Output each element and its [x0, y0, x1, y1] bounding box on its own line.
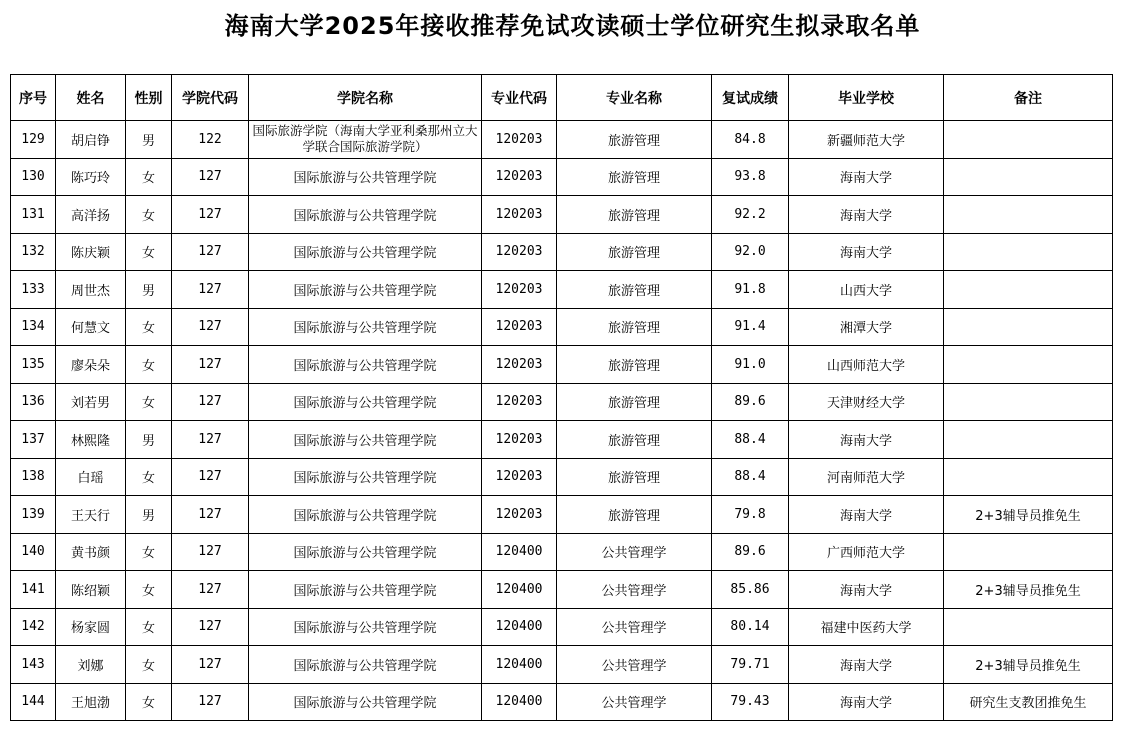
cell-seq: 137 — [11, 421, 56, 459]
cell-score: 92.0 — [712, 233, 789, 271]
page-title: 海南大学2025年接收推荐免试攻读硕士学位研究生拟录取名单 — [224, 12, 921, 40]
cell-school: 广西师范大学 — [789, 533, 944, 571]
cell-seq: 142 — [11, 608, 56, 646]
cell-remark — [944, 421, 1113, 459]
table-row — [11, 533, 1113, 571]
cell-college-name: 国际旅游与公共管理学院 — [249, 196, 482, 234]
cell-seq: 133 — [11, 271, 56, 309]
cell-seq: 141 — [11, 571, 56, 609]
cell-school: 河南师范大学 — [789, 458, 944, 496]
cell-name: 王旭渤 — [56, 683, 126, 721]
cell-major-name: 旅游管理 — [557, 496, 712, 534]
cell-college-name: 国际旅游与公共管理学院 — [249, 683, 482, 721]
cell-gender: 男 — [126, 421, 172, 459]
cell-remark — [944, 158, 1113, 196]
cell-college-code: 122 — [172, 121, 249, 159]
cell-college-code: 127 — [172, 646, 249, 684]
cell-name: 刘若男 — [56, 383, 126, 421]
column-header-seq: 序号 — [11, 75, 56, 121]
cell-gender: 女 — [126, 346, 172, 384]
table-row — [11, 608, 1113, 646]
cell-college-code: 127 — [172, 683, 249, 721]
cell-school: 海南大学 — [789, 683, 944, 721]
cell-remark: 2+3辅导员推免生 — [944, 646, 1113, 684]
cell-gender: 女 — [126, 533, 172, 571]
cell-gender: 女 — [126, 458, 172, 496]
cell-college-name: 国际旅游与公共管理学院 — [249, 271, 482, 309]
column-header-name: 姓名 — [56, 75, 126, 121]
cell-remark — [944, 121, 1113, 159]
cell-gender: 女 — [126, 383, 172, 421]
cell-major-name: 旅游管理 — [557, 121, 712, 159]
cell-seq: 131 — [11, 196, 56, 234]
table-row — [11, 421, 1113, 459]
cell-score: 91.0 — [712, 346, 789, 384]
table-row — [11, 646, 1113, 684]
cell-major-code: 120203 — [482, 158, 557, 196]
cell-major-name: 旅游管理 — [557, 158, 712, 196]
cell-college-code: 127 — [172, 496, 249, 534]
cell-score: 93.8 — [712, 158, 789, 196]
cell-school: 山西大学 — [789, 271, 944, 309]
cell-remark — [944, 308, 1113, 346]
cell-name: 陈庆颖 — [56, 233, 126, 271]
cell-major-code: 120203 — [482, 308, 557, 346]
cell-major-code: 120203 — [482, 383, 557, 421]
cell-college-code: 127 — [172, 308, 249, 346]
cell-score: 79.43 — [712, 683, 789, 721]
cell-major-name: 公共管理学 — [557, 683, 712, 721]
cell-major-name: 旅游管理 — [557, 233, 712, 271]
cell-name: 王天行 — [56, 496, 126, 534]
cell-school: 海南大学 — [789, 233, 944, 271]
cell-major-code: 120203 — [482, 346, 557, 384]
cell-gender: 女 — [126, 608, 172, 646]
cell-major-code: 120203 — [482, 233, 557, 271]
cell-college-code: 127 — [172, 196, 249, 234]
column-header-college-code: 学院代码 — [172, 75, 249, 121]
cell-college-name: 国际旅游与公共管理学院 — [249, 571, 482, 609]
cell-name: 陈巧玲 — [56, 158, 126, 196]
cell-remark — [944, 271, 1113, 309]
cell-remark — [944, 196, 1113, 234]
column-header-gender: 性别 — [126, 75, 172, 121]
cell-major-name: 旅游管理 — [557, 383, 712, 421]
cell-college-code: 127 — [172, 533, 249, 571]
cell-college-name: 国际旅游与公共管理学院 — [249, 646, 482, 684]
table-row — [11, 308, 1113, 346]
cell-school: 海南大学 — [789, 158, 944, 196]
cell-seq: 139 — [11, 496, 56, 534]
cell-score: 89.6 — [712, 383, 789, 421]
table-row — [11, 196, 1113, 234]
cell-major-name: 旅游管理 — [557, 458, 712, 496]
cell-seq: 143 — [11, 646, 56, 684]
cell-gender: 男 — [126, 271, 172, 309]
cell-major-code: 120203 — [482, 421, 557, 459]
cell-name: 周世杰 — [56, 271, 126, 309]
cell-college-name: 国际旅游与公共管理学院 — [249, 458, 482, 496]
cell-major-name: 旅游管理 — [557, 421, 712, 459]
cell-school: 福建中医药大学 — [789, 608, 944, 646]
cell-name: 杨家圆 — [56, 608, 126, 646]
column-header-major-code: 专业代码 — [482, 75, 557, 121]
table-row — [11, 383, 1113, 421]
cell-gender: 女 — [126, 571, 172, 609]
cell-remark: 研究生支教团推免生 — [944, 683, 1113, 721]
cell-seq: 132 — [11, 233, 56, 271]
cell-seq: 129 — [11, 121, 56, 159]
cell-name: 刘娜 — [56, 646, 126, 684]
cell-school: 海南大学 — [789, 421, 944, 459]
cell-gender: 男 — [126, 496, 172, 534]
cell-gender: 女 — [126, 233, 172, 271]
table-row — [11, 571, 1113, 609]
cell-major-code: 120203 — [482, 496, 557, 534]
cell-seq: 140 — [11, 533, 56, 571]
cell-score: 79.71 — [712, 646, 789, 684]
column-header-college-name: 学院名称 — [249, 75, 482, 121]
cell-score: 92.2 — [712, 196, 789, 234]
cell-major-name: 公共管理学 — [557, 646, 712, 684]
column-header-score: 复试成绩 — [712, 75, 789, 121]
cell-college-name: 国际旅游与公共管理学院 — [249, 308, 482, 346]
cell-remark — [944, 346, 1113, 384]
cell-gender: 女 — [126, 683, 172, 721]
cell-seq: 134 — [11, 308, 56, 346]
cell-name: 陈绍颖 — [56, 571, 126, 609]
cell-college-name: 国际旅游与公共管理学院 — [249, 533, 482, 571]
cell-college-name: 国际旅游与公共管理学院 — [249, 383, 482, 421]
cell-college-code: 127 — [172, 233, 249, 271]
cell-major-name: 旅游管理 — [557, 196, 712, 234]
cell-gender: 男 — [126, 121, 172, 159]
cell-major-code: 120203 — [482, 271, 557, 309]
cell-college-code: 127 — [172, 346, 249, 384]
cell-college-code: 127 — [172, 271, 249, 309]
cell-seq: 130 — [11, 158, 56, 196]
cell-college-name: 国际旅游与公共管理学院 — [249, 346, 482, 384]
table-row — [11, 346, 1113, 384]
cell-college-name: 国际旅游与公共管理学院 — [249, 608, 482, 646]
cell-name: 林熙隆 — [56, 421, 126, 459]
cell-major-name: 公共管理学 — [557, 608, 712, 646]
cell-seq: 138 — [11, 458, 56, 496]
cell-name: 胡启铮 — [56, 121, 126, 159]
cell-remark — [944, 608, 1113, 646]
cell-major-code: 120400 — [482, 683, 557, 721]
table-row — [11, 233, 1113, 271]
cell-gender: 女 — [126, 308, 172, 346]
cell-school: 天津财经大学 — [789, 383, 944, 421]
cell-score: 88.4 — [712, 458, 789, 496]
cell-college-code: 127 — [172, 383, 249, 421]
cell-gender: 女 — [126, 646, 172, 684]
cell-name: 廖朵朵 — [56, 346, 126, 384]
cell-seq: 135 — [11, 346, 56, 384]
column-header-school: 毕业学校 — [789, 75, 944, 121]
cell-college-code: 127 — [172, 421, 249, 459]
column-header-remark: 备注 — [944, 75, 1113, 121]
cell-major-code: 120203 — [482, 458, 557, 496]
cell-remark: 2+3辅导员推免生 — [944, 496, 1113, 534]
table-row — [11, 496, 1113, 534]
cell-major-name: 旅游管理 — [557, 271, 712, 309]
cell-college-code: 127 — [172, 158, 249, 196]
cell-seq: 136 — [11, 383, 56, 421]
cell-college-name: 国际旅游与公共管理学院 — [249, 496, 482, 534]
cell-score: 88.4 — [712, 421, 789, 459]
cell-gender: 女 — [126, 196, 172, 234]
table-row — [11, 458, 1113, 496]
cell-name: 高洋扬 — [56, 196, 126, 234]
column-header-major-name: 专业名称 — [557, 75, 712, 121]
cell-college-name: 国际旅游与公共管理学院 — [249, 421, 482, 459]
cell-score: 79.8 — [712, 496, 789, 534]
cell-school: 海南大学 — [789, 571, 944, 609]
cell-college-name: 国际旅游学院（海南大学亚利桑那州立大学联合国际旅游学院） — [249, 121, 482, 159]
admission-table — [10, 74, 1113, 721]
cell-score: 80.14 — [712, 608, 789, 646]
cell-major-code: 120400 — [482, 533, 557, 571]
cell-name: 黄书颜 — [56, 533, 126, 571]
table-header-row — [11, 75, 1113, 121]
cell-school: 海南大学 — [789, 496, 944, 534]
cell-college-code: 127 — [172, 608, 249, 646]
cell-major-code: 120400 — [482, 646, 557, 684]
cell-gender: 女 — [126, 158, 172, 196]
cell-school: 湘潭大学 — [789, 308, 944, 346]
cell-name: 白瑶 — [56, 458, 126, 496]
cell-major-name: 旅游管理 — [557, 346, 712, 384]
cell-major-code: 120203 — [482, 121, 557, 159]
cell-score: 84.8 — [712, 121, 789, 159]
cell-college-name: 国际旅游与公共管理学院 — [249, 233, 482, 271]
cell-score: 89.6 — [712, 533, 789, 571]
cell-name: 何慧文 — [56, 308, 126, 346]
cell-remark — [944, 233, 1113, 271]
cell-college-code: 127 — [172, 571, 249, 609]
cell-remark: 2+3辅导员推免生 — [944, 571, 1113, 609]
cell-score: 85.86 — [712, 571, 789, 609]
cell-major-name: 公共管理学 — [557, 533, 712, 571]
cell-school: 新疆师范大学 — [789, 121, 944, 159]
cell-major-name: 旅游管理 — [557, 308, 712, 346]
cell-college-code: 127 — [172, 458, 249, 496]
cell-remark — [944, 458, 1113, 496]
table-row — [11, 683, 1113, 721]
cell-major-code: 120203 — [482, 196, 557, 234]
table-body — [11, 121, 1113, 721]
table-row — [11, 271, 1113, 309]
cell-major-name: 公共管理学 — [557, 571, 712, 609]
table-row — [11, 158, 1113, 196]
cell-remark — [944, 533, 1113, 571]
cell-college-name: 国际旅游与公共管理学院 — [249, 158, 482, 196]
cell-seq: 144 — [11, 683, 56, 721]
cell-major-code: 120400 — [482, 608, 557, 646]
cell-school: 山西师范大学 — [789, 346, 944, 384]
cell-score: 91.4 — [712, 308, 789, 346]
table-row — [11, 121, 1113, 159]
cell-score: 91.8 — [712, 271, 789, 309]
cell-major-code: 120400 — [482, 571, 557, 609]
cell-school: 海南大学 — [789, 196, 944, 234]
cell-remark — [944, 383, 1113, 421]
cell-school: 海南大学 — [789, 646, 944, 684]
